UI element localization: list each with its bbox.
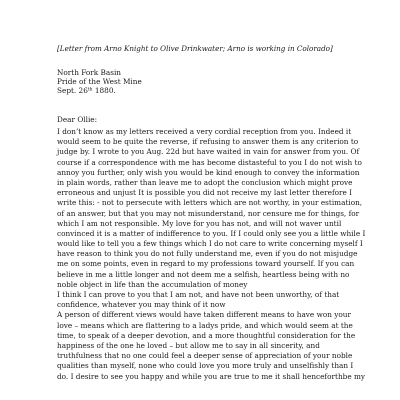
date-prefix: Sept. 26 bbox=[57, 86, 88, 96]
letter-body-line: erroneous and unjust It is possible you did not receive my last letter therefore I bbox=[57, 188, 353, 198]
letter-body-line: have reason to think you do not fully understand me, even if you do not misjudge bbox=[57, 249, 358, 259]
letter-body-line: believe in me a little longer and not deem me a selfish, heartless being with no bbox=[57, 269, 350, 279]
letter-body bbox=[57, 127, 366, 382]
letter-body-line: annoy you further, only wish you would be kind enough to convey the information bbox=[57, 167, 360, 177]
letter-body-line: in plain words, rather than leave me to adopt the conclusion which might prove bbox=[57, 177, 353, 187]
letter-body-line: convinced it is a matter of indifference to you. If I could only see you a little while I bbox=[57, 228, 366, 238]
letter-body-line: love – means which are flattering to a ladys pride, and which would seem at the bbox=[57, 320, 353, 330]
letter-body-line: I don’t know as my letters received a very cordial reception from you. Indeed it bbox=[57, 127, 352, 136]
letter-body-line: of an answer, but that you may not misunderstand, nor censure me for things, for bbox=[57, 208, 360, 218]
letter-body-line: truthfulness that no one could feel a deeper sense of appreciation of your noble bbox=[57, 351, 353, 361]
letter-body-line: would like to tell you a few things which I do not care to write concerning myself I bbox=[57, 239, 363, 249]
letter-body-line: would seem to be quite the reverse, if refusing to answer them is any criterion to bbox=[57, 137, 359, 147]
sender-address bbox=[57, 68, 142, 96]
letter-body-line: do. I desire to see you happy and while you are true to me it shall henceforthbe my bbox=[57, 371, 365, 381]
letter-body-line: noble object in life than the accumulation of money bbox=[57, 279, 248, 289]
letter-body-line: me on some points, even in regard to my professions toward yourself. If you can bbox=[57, 259, 355, 269]
date-suffix: 1880. bbox=[92, 86, 116, 96]
letter-body-line: write this: - not to persecute with letters which are not worthy, in your estimation, bbox=[57, 198, 363, 208]
letter-body-line: course if a correspondence with me has become distasteful to you I do not wish to bbox=[57, 157, 362, 167]
letter-body-line: I think I can prove to you that I am not, and have not been unworthy, of that bbox=[57, 290, 340, 299]
letter-body-line: A person of different views would have taken different means to have won your bbox=[57, 310, 351, 320]
salutation: Dear Ollie: bbox=[57, 115, 98, 124]
address-line-mine: Pride of the West Mine bbox=[57, 77, 142, 87]
letter-header-note: [Letter from Arno Knight to Olive Drinkwater; Arno is working in Colorado] bbox=[57, 44, 333, 53]
address-line-location: North Fork Basin bbox=[57, 68, 121, 77]
letter-body-line: which I am not responsible. My love for you has not, and will not waver until bbox=[57, 218, 342, 228]
letter-body-line: happiness of the one he loved – but allow me to say in all sincerity, and bbox=[57, 340, 320, 350]
letter-body-line: time, to speak of a deeper devotion, and a more thoughtful consideration for the bbox=[57, 330, 356, 340]
letter-body-line: judge by. I wrote to you Aug. 22d but have waited in vain for answer from you. Of bbox=[57, 147, 360, 157]
letter-body-line: confidence, whatever you may think of it now bbox=[57, 300, 226, 310]
letter-body-line: qualities than myself, none who could love you more truly and unselfishly than I bbox=[57, 361, 354, 371]
letter-date bbox=[57, 86, 142, 95]
date-ordinal: th bbox=[87, 87, 93, 93]
